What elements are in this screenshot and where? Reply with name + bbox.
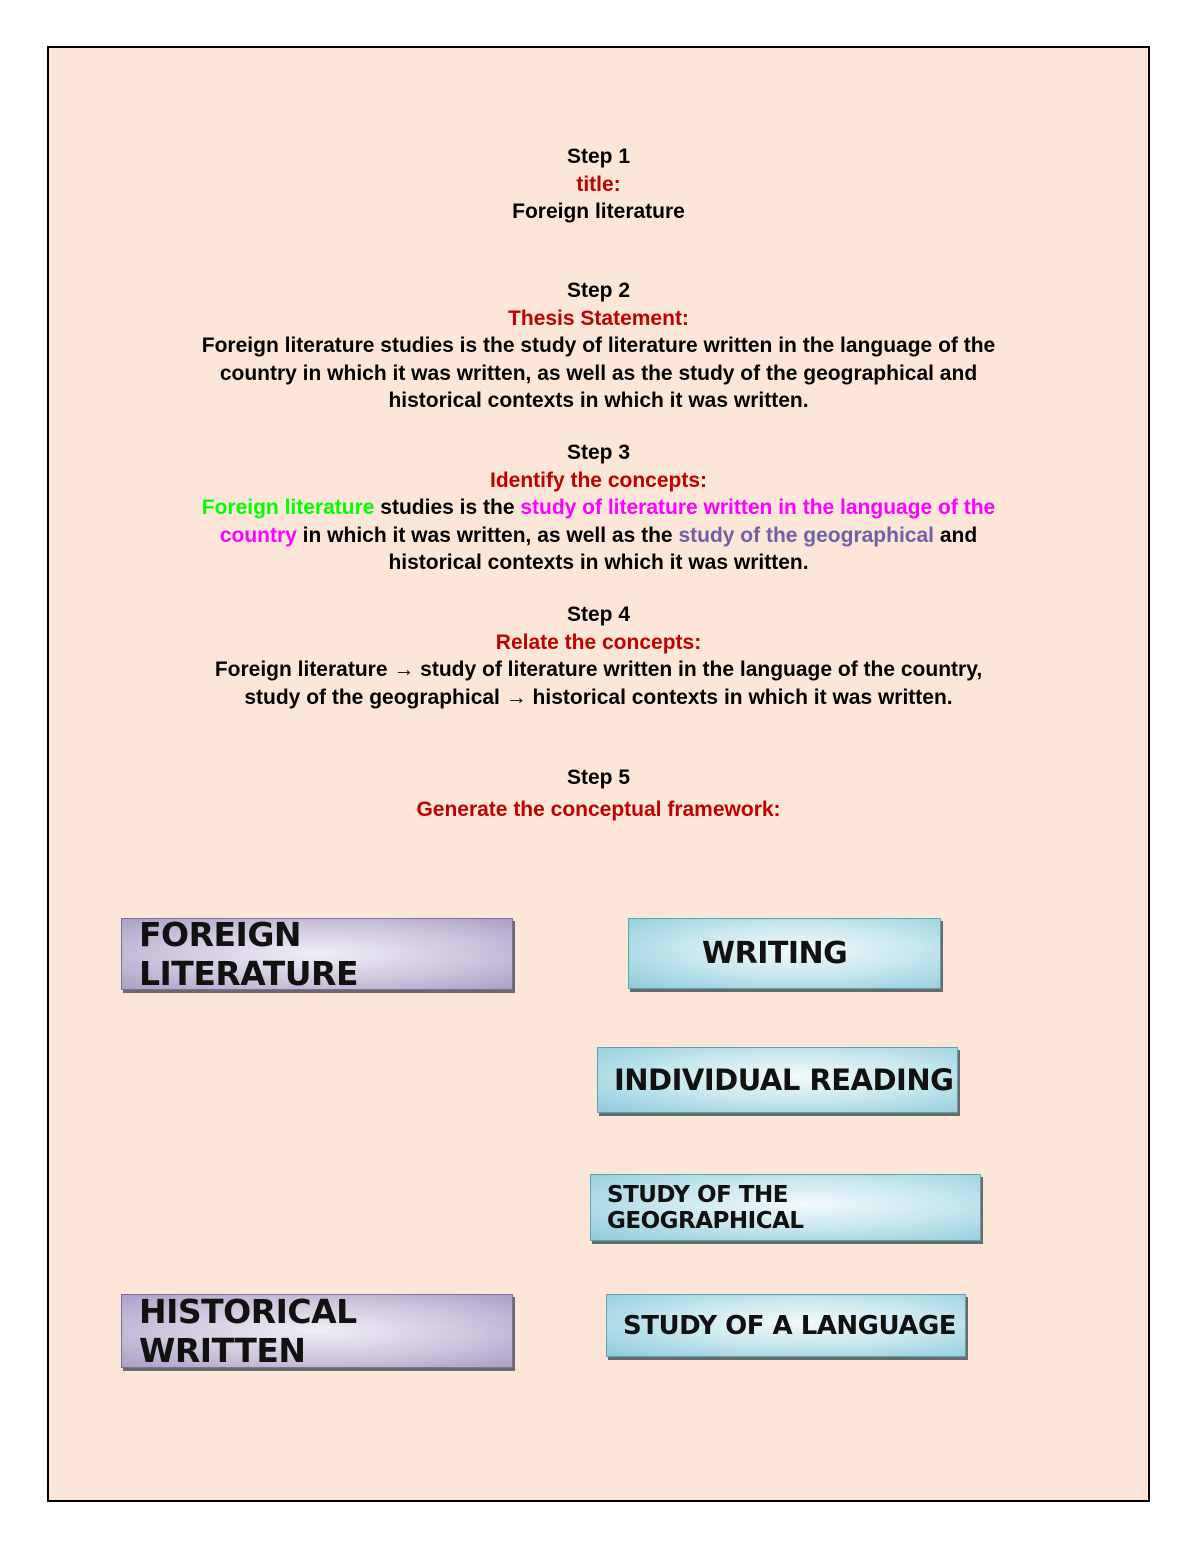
step-1-heading: title: xyxy=(576,172,621,196)
step-1 xyxy=(49,143,1148,226)
thesis-line: country in which it was written, as well as the study of the geographical and xyxy=(219,361,978,385)
box-study-geographical: STUDY OF THE GEOGRAPHICAL xyxy=(590,1174,981,1241)
concept-text: in which it was written, as well as the xyxy=(296,523,679,547)
box-individual-reading: INDIVIDUAL READING xyxy=(597,1047,958,1113)
concept-study-of-literature: study of literature written in the language of the xyxy=(520,496,996,519)
step-2-label: Step 2 xyxy=(566,279,631,302)
box-historical-written: HISTORICAL WRITTEN xyxy=(121,1294,513,1368)
relation-line: study of the geographical → historical contexts in which it was written. xyxy=(244,685,953,709)
thesis-line: Foreign literature studies is the study of literature written in the language of the xyxy=(201,334,996,357)
step-5-heading: Generate the conceptual framework: xyxy=(416,797,781,821)
step-4-heading: Relate the concepts: xyxy=(495,630,702,654)
step-4-label: Step 4 xyxy=(566,603,631,626)
step-3-heading: Identify the concepts: xyxy=(489,468,708,492)
box-foreign-literature: FOREIGN LITERATURE xyxy=(121,918,513,990)
concept-country: country xyxy=(219,523,297,547)
box-study-language: STUDY OF A LANGUAGE xyxy=(606,1294,966,1357)
box-writing: WRITING xyxy=(628,918,941,989)
step-2 xyxy=(49,277,1148,415)
concept-text: and xyxy=(933,523,978,547)
step-3-label: Step 3 xyxy=(566,441,631,464)
step-5-label: Step 5 xyxy=(566,766,631,789)
step-2-heading: Thesis Statement: xyxy=(508,306,689,330)
concept-line xyxy=(49,494,1148,522)
concept-text: studies is the xyxy=(374,496,521,519)
concept-line xyxy=(49,522,1148,550)
step-3 xyxy=(49,439,1148,577)
document-page xyxy=(47,46,1150,1502)
step-5 xyxy=(49,764,1148,823)
concept-historical-contexts: historical contexts in which it was written. xyxy=(388,551,809,574)
step-4 xyxy=(49,601,1148,711)
step-1-label: Step 1 xyxy=(566,145,631,168)
concept-study-geographical: study of the geographical xyxy=(678,523,934,547)
thesis-line: historical contexts in which it was written. xyxy=(388,389,809,412)
step-1-body: Foreign literature xyxy=(512,200,685,223)
concept-foreign-literature: Foreign literature xyxy=(201,496,375,519)
relation-line: Foreign literature → study of literature written in the language of the country, xyxy=(214,658,983,681)
